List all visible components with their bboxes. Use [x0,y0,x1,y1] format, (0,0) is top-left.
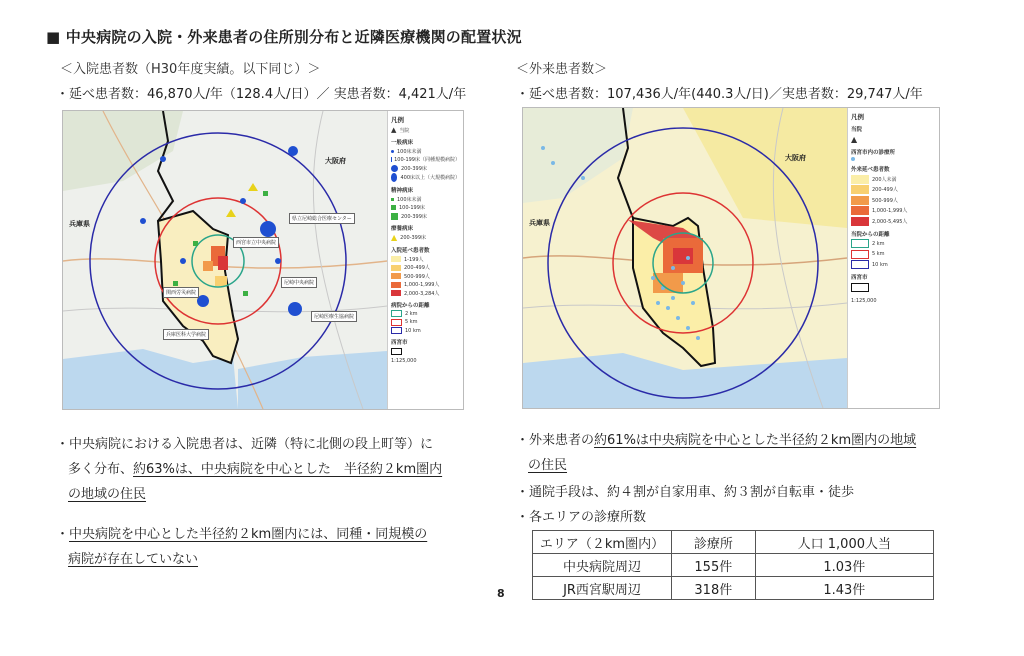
table-header: 診療所 [672,531,756,554]
table-cell: 中央病院周辺 [533,554,672,577]
legend-item: 1-199人 [391,256,460,263]
legend-section: 療養病床 [391,225,414,232]
page-number: 8 [497,587,505,600]
table-header: 人口 1,000人当 [755,531,933,554]
inpatient-map [62,110,464,410]
map-label-hyogo: 兵庫県 [529,219,550,227]
legend-item: 5 km [851,250,936,259]
legend-item: 2,000-3,284人 [391,290,460,297]
legend-item: 100床未満 [391,148,460,155]
legend-section: 西宮市 [851,275,868,281]
callout-hospital: 尼崎医療生協病院 [311,311,357,322]
legend-item: 100床未満 [391,196,460,203]
table-row [533,577,934,600]
legend-section: 一般病床 [391,140,414,146]
right-bullet-3: ・各エリアの診療所数 [516,510,647,525]
map-label-osaka: 大阪府 [785,154,806,162]
right-stats: ・延べ患者数：107,436人/年(440.3人/日)／実患者数：29,747人/年 [516,87,923,102]
callout-hospital: 関西労災病院 [163,287,199,298]
table-cell: 155件 [672,554,756,577]
legend-section: 当院 [851,127,863,133]
legend-section: 西宮市内の診療所 [851,149,896,156]
legend-section: 精神病床 [391,188,414,194]
legend-item: 200-499人 [391,264,460,271]
table-cell: JR西宮駅周辺 [533,577,672,600]
callout-hospital: 兵庫医科大学病院 [163,329,209,340]
left-subtitle: ＜入院患者数（H30年度実績。以下同じ）＞ [60,62,321,77]
legend-item: 200-499人 [851,185,936,194]
callout-hospital: 西宮市立中央病院 [233,237,279,248]
left-bullet-2: ・中央病院を中心とした半径約２km圏内には、同種・同規模の 病院が存在していない [56,527,428,567]
right-bullet-2: ・通院手段は、約４割が自家用車、約３割が自転車・徒歩 [516,485,855,500]
legend-item: 10 km [391,327,460,334]
table-header-row [533,531,934,554]
legend-item: 200人未満 [851,175,936,184]
hospital-icon: ▲ [391,126,397,134]
legend-item: 100-199床 [391,204,460,211]
legend-item: 5 km [391,319,460,326]
map-label-hyogo: 兵庫県 [69,220,90,228]
legend-section: 病院からの距離 [391,302,430,309]
callout-hospital: 尼崎中央病院 [281,277,317,288]
hospital-icon: ▲ [851,134,858,144]
map-scale: 1:125,000 [851,297,877,304]
legend-title: 凡例 [851,113,864,121]
legend-item: ▲ 200-399床 [391,233,427,242]
clinic-count-table [532,530,934,600]
legend-item: 500-999人 [391,273,460,280]
legend-item: 400床以上（大規模病院） [391,173,460,182]
outpatient-map [522,107,940,409]
legend-item: 2,000-5,495人 [851,217,936,226]
legend-item [851,283,936,292]
right-bullet-1: ・外来患者の約61%は中央病院を中心とした半径約２km圏内の地域 の住民 [516,433,917,473]
legend-section: 外来延べ患者数 [851,167,890,173]
legend-title: 凡例 [391,116,404,124]
table-row [533,554,934,577]
legend-section: 当院からの距離 [851,231,890,238]
map-scale: 1:125,000 [391,357,417,364]
legend-item: 1,000-1,999人 [391,281,460,288]
outpatient-map-legend [847,108,939,408]
callout-hospital: 県立尼崎総合医療センター [289,213,355,224]
legend-item [851,135,936,144]
legend-item [391,348,460,355]
table-cell: 1.43件 [755,577,933,600]
legend-item: 200-399床 [391,165,460,172]
right-subtitle: ＜外来患者数＞ [516,62,608,77]
legend-item: 2 km [851,239,936,248]
legend-hospital: ▲ 当院 [391,126,410,134]
left-bullet-1: ・中央病院における入院患者は、近隣（特に北側の段上町等）に 多く分布、約63%は、中央病院を中心とした 半径約２km圏内 の地域の住民 [56,437,443,502]
map-label-osaka: 大阪府 [325,157,346,165]
legend-section: 西宮市 [391,340,408,346]
legend-section: 入院延べ患者数 [391,248,430,254]
inpatient-map-legend [387,111,463,409]
page-title: ■ 中央病院の入院・外来患者の住所別分布と近隣医療機関の配置状況 [46,28,522,46]
legend-item: 100-199床（同種規模病院） [394,157,460,163]
table-cell: 318件 [672,577,756,600]
legend-item: 2 km [391,310,460,317]
legend-item: 500-999人 [851,196,936,205]
left-stats: ・延べ患者数：46,870人/年（128.4人/日）／ 実患者数：4,421人/年 [56,87,467,102]
legend-item: 10 km [851,260,936,269]
legend-item: 1,000-1,999人 [851,206,936,215]
legend-item [851,157,936,161]
table-header: エリア（２km圏内） [533,531,672,554]
legend-item: 200-399床 [391,213,460,220]
table-cell: 1.03件 [755,554,933,577]
